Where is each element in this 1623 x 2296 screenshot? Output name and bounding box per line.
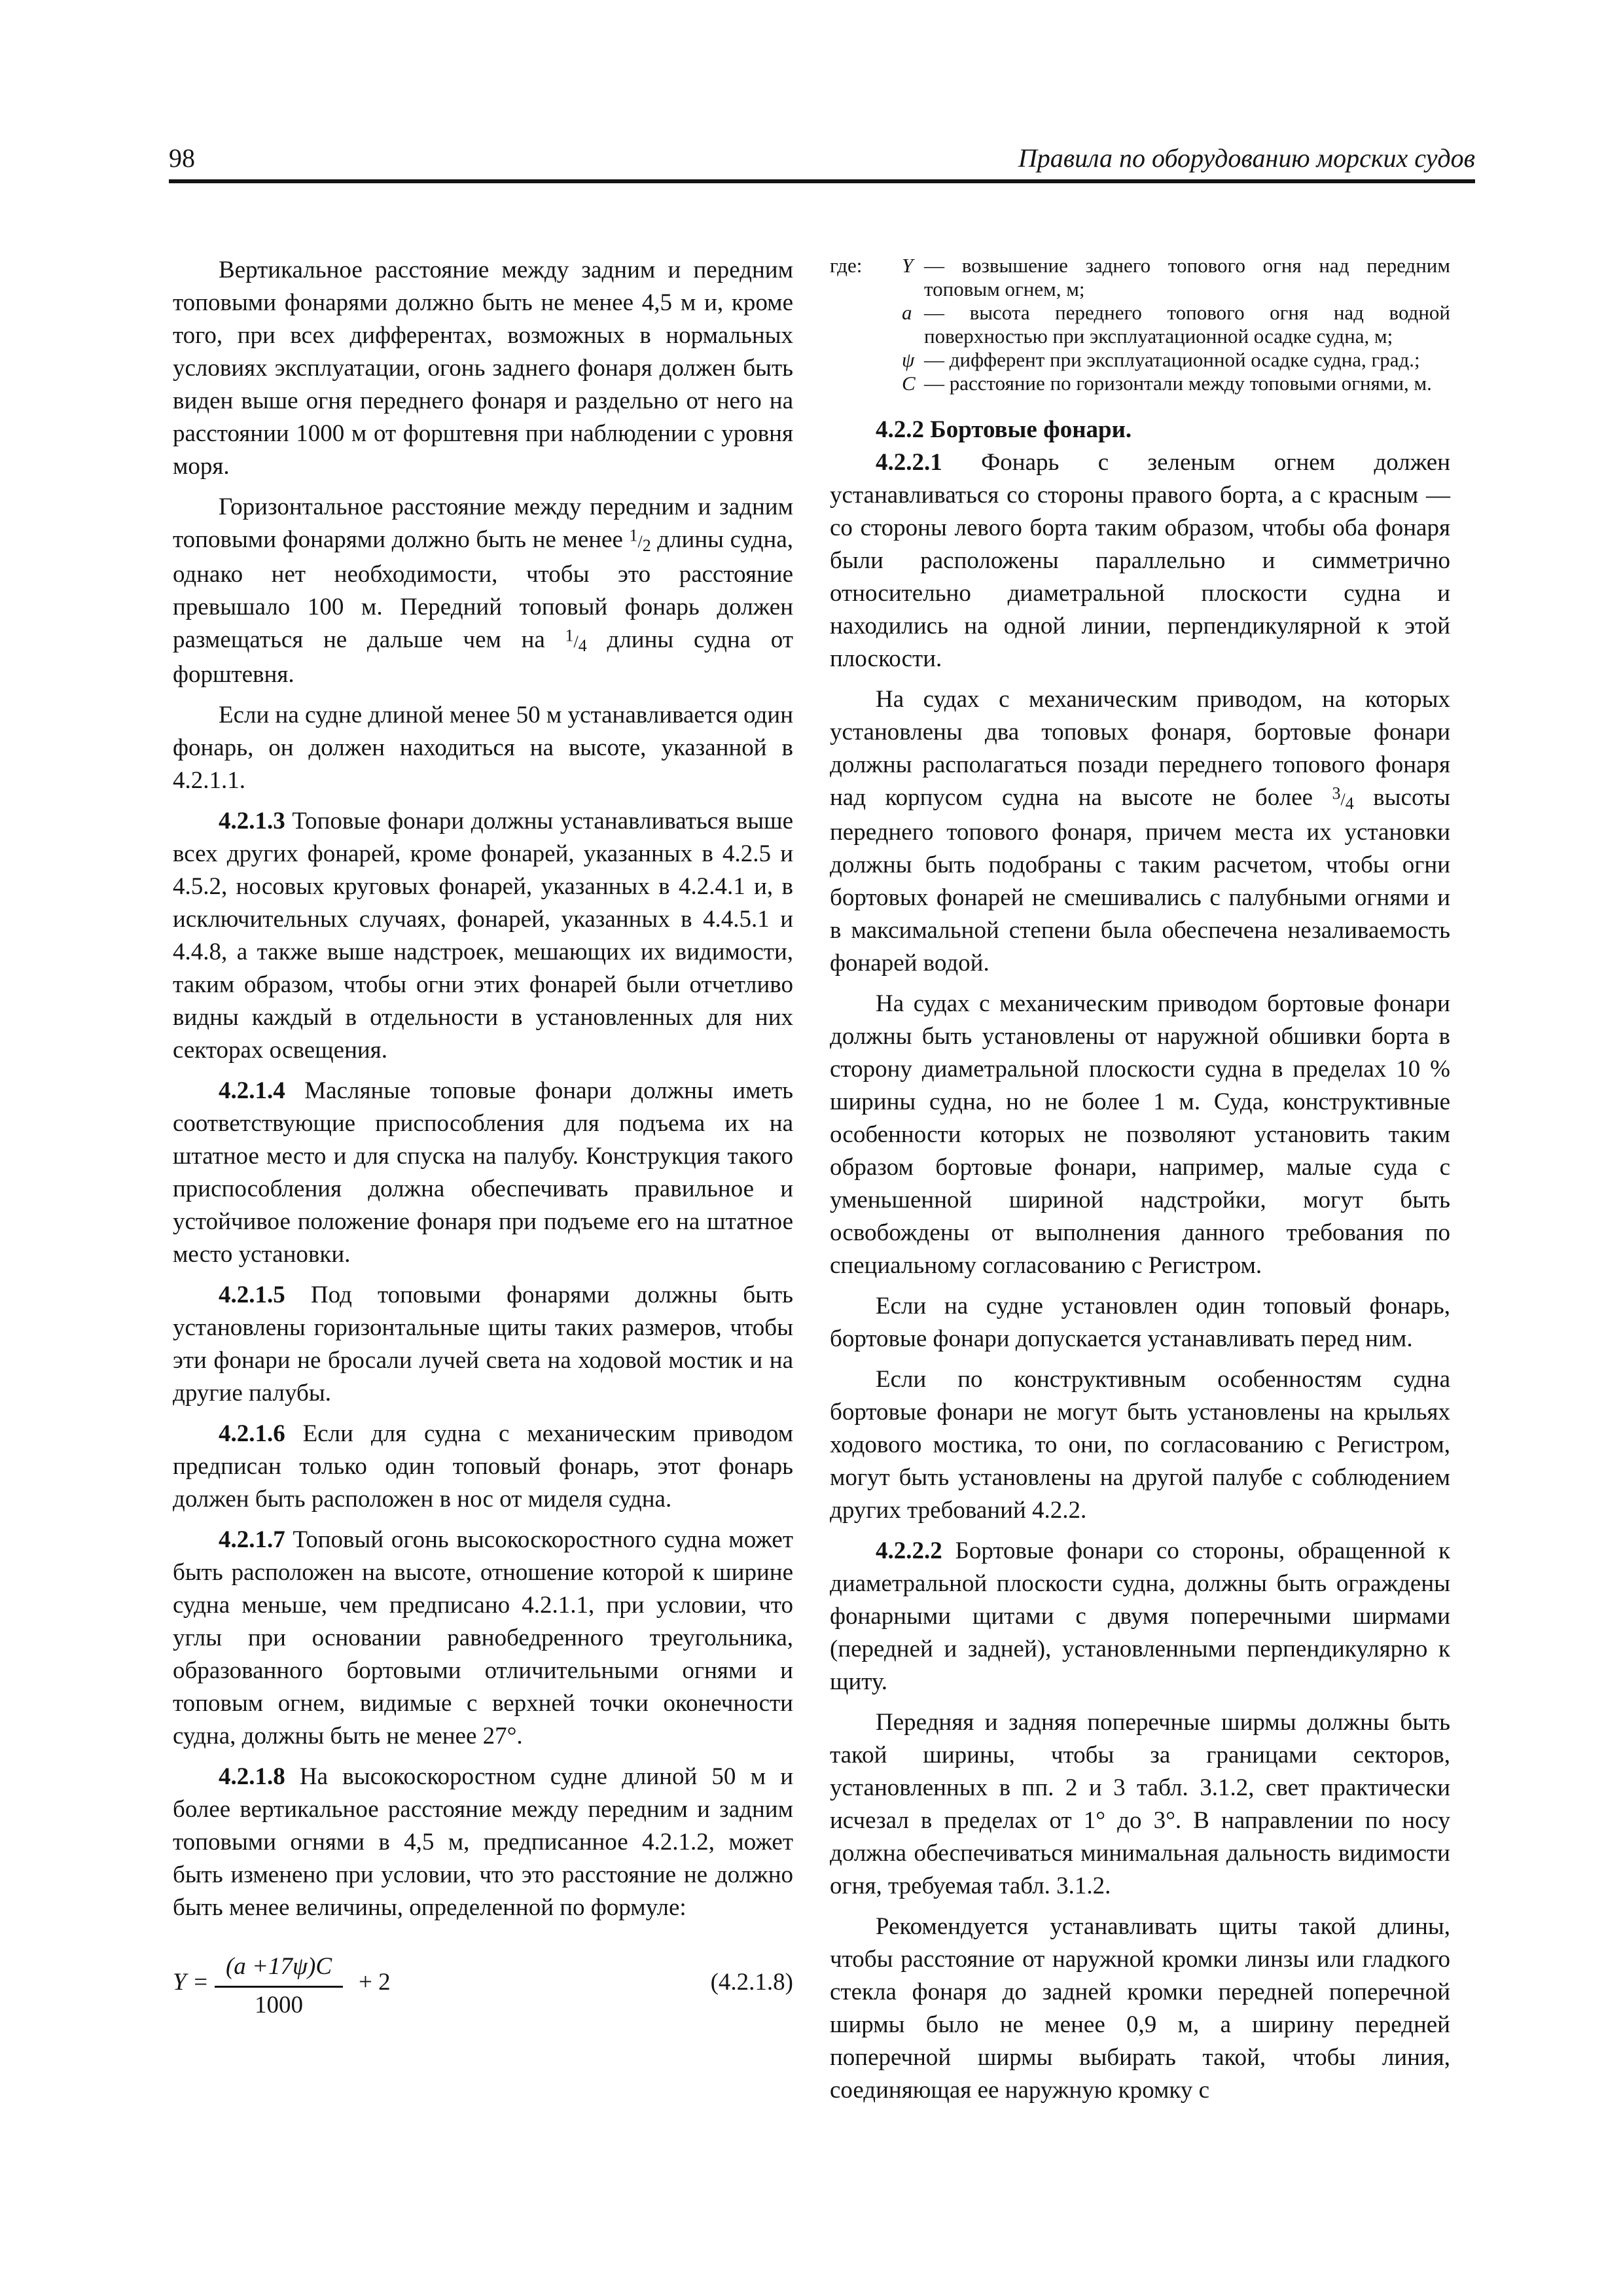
section-number: 4.2.1.7 xyxy=(219,1526,285,1553)
formula-denominator: 1000 xyxy=(255,1992,303,2018)
fraction: $^3/_4$ xyxy=(1332,783,1354,814)
section-4-2-1-7: 4.2.1.7 Топовый огонь высокоскоростного судна может быть расположен на высоте, отношение которой к ширине судна меньше, чем предписано 4.2.1.1, при условии, что углы при основании равнобедренного треугольника, образованного бортовыми отличительными огнями и топовым огнем, видимые с верхней точки оконечности судна, должны быть не менее 27°. xyxy=(173,1526,793,1749)
formula-lhs: Y = xyxy=(173,1969,209,1996)
legend-item: ψ — дифферент при эксплуатационной осадке судна, град.; xyxy=(902,348,1420,371)
paragraph: Если на судне длиной менее 50 м устанавливается один фонарь, он должен находиться на высоте, указанной в 4.2.1.1. xyxy=(173,702,793,794)
section-4-2-2-2: 4.2.2.2 Бортовые фонари со стороны, обращенной к диаметральной плоскости судна, должны быть ограждены фонарными щитами с двумя поперечными ширмами (передней и задней), установленными перпендикулярно к щиту. xyxy=(830,1537,1450,1695)
section-number: 4.2.2.1 xyxy=(876,449,942,476)
paragraph: Горизонтальное расстояние между передним и задним топовыми фонарями должно быть не менее $^1/_2$ длины судна, однако нет необходимости, чтобы это расстояние превышало 100 м. Передний топовый фонарь должен размещаться не дальше чем на $^1/_4$ длины судна от форштевня. xyxy=(173,493,793,688)
paragraph: Рекомендуется устанавливать щиты такой длины, чтобы расстояние от наружной кромки линзы или гладкого стекла фонаря до задней кромки передней поперечной ширмы было не менее 0,9 м, а ширину передней поперечной ширмы выбирать такой, чтобы линия, соединяющая ее наружную кромку с xyxy=(830,1913,1450,2104)
section-4-2-1-5: 4.2.1.5 Под топовыми фонарями должны быть установлены горизонтальные щиты таких размеров, чтобы эти фонари не бросали лучей света на ходовой мостик и на другие палубы. xyxy=(173,1282,793,1407)
legend-item: a — высота переднего топового огня над водной поверхностью при эксплуатационной осадке судна, м; xyxy=(902,301,1450,348)
section-4-2-1-4: 4.2.1.4 Масляные топовые фонари должны иметь соответствующие приспособления для подъема их на штатное место и для спуска на палубу. Конструкция такого приспособления должна обеспечивать правильное и устойчивое положение фонаря при подъеме его на штатное место установки. xyxy=(173,1077,793,1268)
section-heading-4-2-2: 4.2.2 Бортовые фонари. xyxy=(876,416,1132,443)
formula-fraction xyxy=(215,1950,343,2022)
legend-item: Y — возвышение заднего топового огня над передним топовым огнем, м; xyxy=(902,254,1450,300)
left-column xyxy=(173,254,793,2016)
page-number: 98 xyxy=(169,143,195,173)
formula-legend xyxy=(830,254,1450,395)
section-4-2-1-8: 4.2.1.8 На высокоскоростном судне длиной 50 м и более вертикальное расстояние между передним и задним топовыми огнями в 4,5 м, предписанное 4.2.1.2, может быть изменено при условии, что это расстояние не должно быть менее величины, определенной по формуле: xyxy=(173,1763,793,1921)
section-number: 4.2.1.4 xyxy=(219,1077,285,1104)
legend-item: C — расстояние по горизонтали между топовыми огнями, м. xyxy=(902,372,1432,395)
formula-4-2-1-8 xyxy=(173,1950,793,2016)
paragraph: Если на судне установлен один топовый фонарь, бортовые фонари допускается устанавливать перед ним. xyxy=(830,1293,1450,1352)
section-4-2-1-3: 4.2.1.3 Топовые фонари должны устанавливаться выше всех других фонарей, кроме фонарей, указанных в 4.2.5 и 4.5.2, носовых круговых фонарей, указанных в 4.2.4.1 и, в исключительных случаях, фонарей, указанных в 4.4.5.1 и 4.4.8, а также выше надстроек, мешающих их видимости, таким образом, чтобы огни этих фонарей были отчетливо видны каждый в отдельности в установленных для них секторах освещения. xyxy=(173,808,793,1064)
section-number: 4.2.1.5 xyxy=(219,1282,285,1308)
formula-plus-term: + 2 xyxy=(359,1969,391,1996)
section-number: 4.2.1.8 xyxy=(219,1763,285,1790)
paragraph: Вертикальное расстояние между задним и передним топовыми фонарями должно быть не менее 4,5 м и, кроме того, при всех дифферентах, возможных в нормальных условиях эксплуатации, огонь заднего фонаря должен быть виден выше огня переднего фонаря и раздельно от него на расстоянии 1000 м от форштевня при наблюдении с уровня моря. xyxy=(173,257,793,480)
section-number: 4.2.1.3 xyxy=(219,808,285,834)
header-rule xyxy=(169,179,1475,183)
formula-number: (4.2.1.8) xyxy=(710,1969,793,1996)
paragraph: Если по конструктивным особенностям судна бортовые фонари не могут быть установлены на крыльях ходового мостика, то они, по согласованию с Регистром, могут быть установлены на другой палубе с соблюдением других требований 4.2.2. xyxy=(830,1366,1450,1524)
fraction-bar xyxy=(215,1986,343,1988)
fraction: $^1/_2$ xyxy=(629,526,651,556)
running-title: Правила по оборудованию морских судов xyxy=(1018,143,1475,173)
section-number: 4.2.1.6 xyxy=(219,1420,285,1447)
paragraph: На судах с механическим приводом бортовые фонари должны быть установлены от наружной обшивки борта в сторону диаметральной плоскости судна в пределах 10 % ширины судна, но не более 1 м. Суда, конструктивные особенности которых не позволяют установить таким образом бортовые фонари, например, малые суда с уменьшенной шириной надстройки, могут быть освобождены от выполнения данного требования по специальному согласованию с Регистром. xyxy=(830,990,1450,1279)
section-number: 4.2.2.2 xyxy=(876,1537,942,1564)
page-header xyxy=(169,143,1475,179)
fraction: $^1/_4$ xyxy=(565,626,587,656)
section-4-2-1-6: 4.2.1.6 Если для судна с механическим приводом предписан только один топовый фонарь, этот фонарь должен быть расположен в нос от миделя судна. xyxy=(173,1420,793,1513)
paragraph: Передняя и задняя поперечные ширмы должны быть такой ширины, чтобы за границами секторов, установленных в пп. 2 и 3 табл. 3.1.2, свет практически исчезал в пределах от 1° до 3°. В направлении по носу должна обеспечиваться минимальная дальность видимости огня, требуемая табл. 3.1.2. xyxy=(830,1709,1450,1899)
section-4-2-2-1: 4.2.2.1 Фонарь с зеленым огнем должен устанавливаться со стороны правого борта, а с красным — со стороны левого борта таким образом, чтобы оба фонаря были расположены параллельно и симметрично относительно диаметральной плоскости судна и находились на одной линии, перпендикулярной к этой плоскости. xyxy=(830,449,1450,672)
paragraph: На судах с механическим приводом, на которых установлены два топовых фонаря, бортовые фонари должны располагаться позади переднего топового фонаря над корпусом судна на высоте не более $^3/_4$ высоты переднего топового фонаря, причем места их установки должны быть подобраны с таким расчетом, чтобы огни бортовых фонарей не смешивались с палубными огнями и в максимальной степени была обеспечена незаливаемость фонарей водой. xyxy=(830,686,1450,977)
legend-where: где: xyxy=(830,254,863,277)
formula-numerator: (a +17ψ)C xyxy=(225,1953,332,1980)
right-column xyxy=(830,254,1450,2107)
